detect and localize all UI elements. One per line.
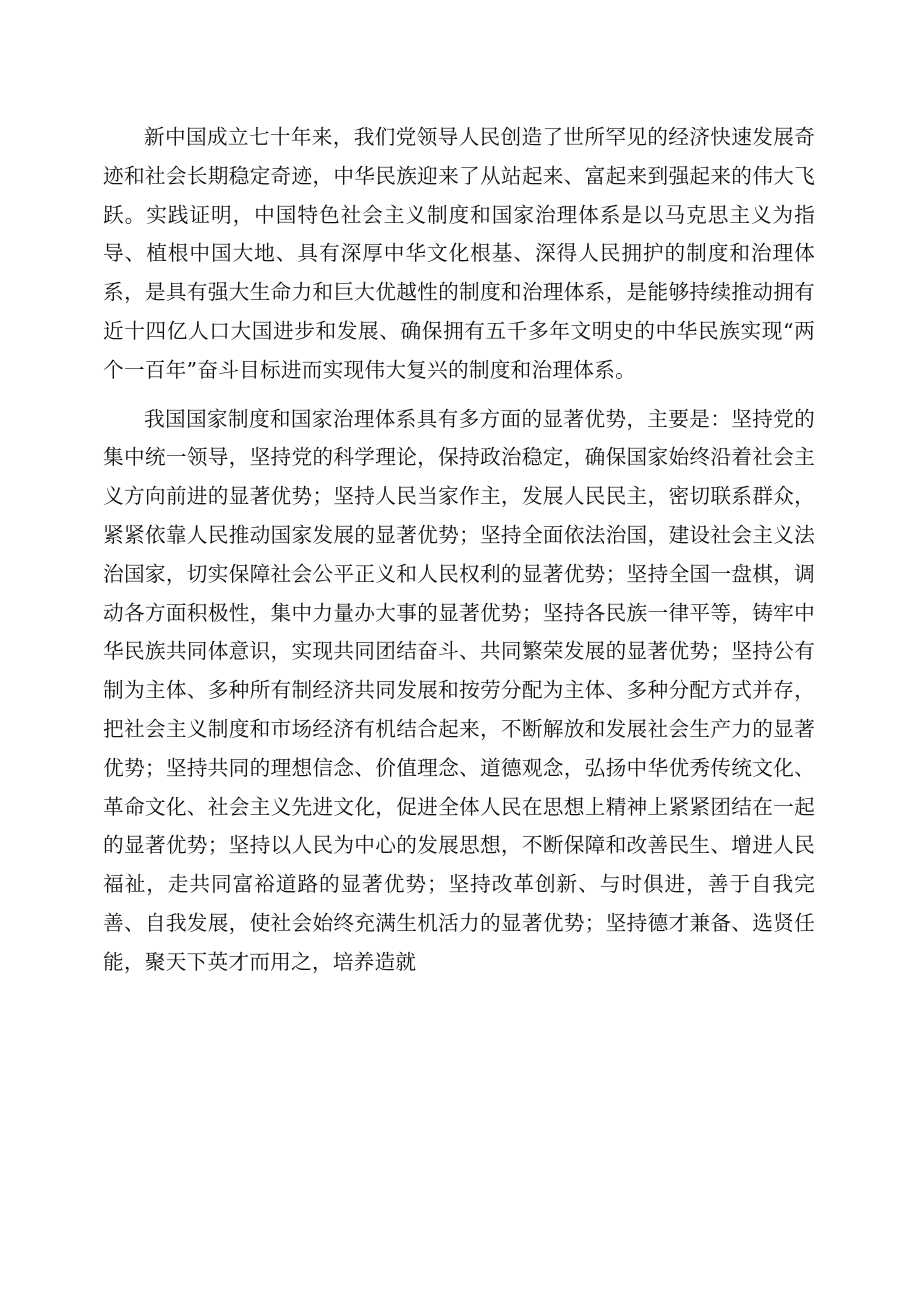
paragraph-1: 新中国成立七十年来，我们党领导人民创造了世所罕见的经济快速发展奇迹和社会长期稳定奇迹，中华民族迎来了从站起来、富起来到强起来的伟大飞跃。实践证明，中国特色社会主义制度和国家治理体系是以马克思主义为指导、植根中国大地、具有深厚中华文化根基、深得人民拥护的制度和治理体系，是具有强大生命力和巨大优越性的制度和治理体系，是能够持续推动拥有近十四亿人口大国进步和发展、确保拥有五千多年文明史的中华民族实现“两个一百年”奋斗目标进而实现伟大复兴的制度和治理体系。 <box>103 125 815 382</box>
paragraph-2: 我国国家制度和国家治理体系具有多方面的显著优势，主要是：坚持党的集中统一领导，坚持党的科学理论，保持政治稳定，确保国家始终沿着社会主义方向前进的显著优势；坚持人民当家作主，发展人民民主，密切联系群众，紧紧依靠人民推动国家发展的显著优势；坚持全面依法治国，建设社会主义法治国家，切实保障社会公平正义和人民权利的显著优势；坚持全国一盘棋，调动各方面积极性，集中力量办大事的显著优势；坚持各民族一律平等，铸牢中华民族共同体意识，实现共同团结奋斗、共同繁荣发展的显著优势；坚持公有制为主体、多种所有制经济共同发展和按劳分配为主体、多种分配方式并存，把社会主义制度和市场经济有机结合起来，不断解放和发展社会生产力的显著优势；坚持共同的理想信念、价值理念、道德观念，弘扬中华优秀传统文化、革命文化、社会主义先进文化，促进全体人民在思想上精神上紧紧团结在一起的显著优势；坚持以人民为中心的发展思想，不断保障和改善民生、增进人民福祉，走共同富裕道路的显著优势；坚持改革创新、与时俱进，善于自我完善、自我发展，使社会始终充满生机活力的显著优势；坚持德才兼备、选贤任能，聚天下英才而用之，培养造就 <box>103 406 815 974</box>
document-body <box>103 118 815 992</box>
